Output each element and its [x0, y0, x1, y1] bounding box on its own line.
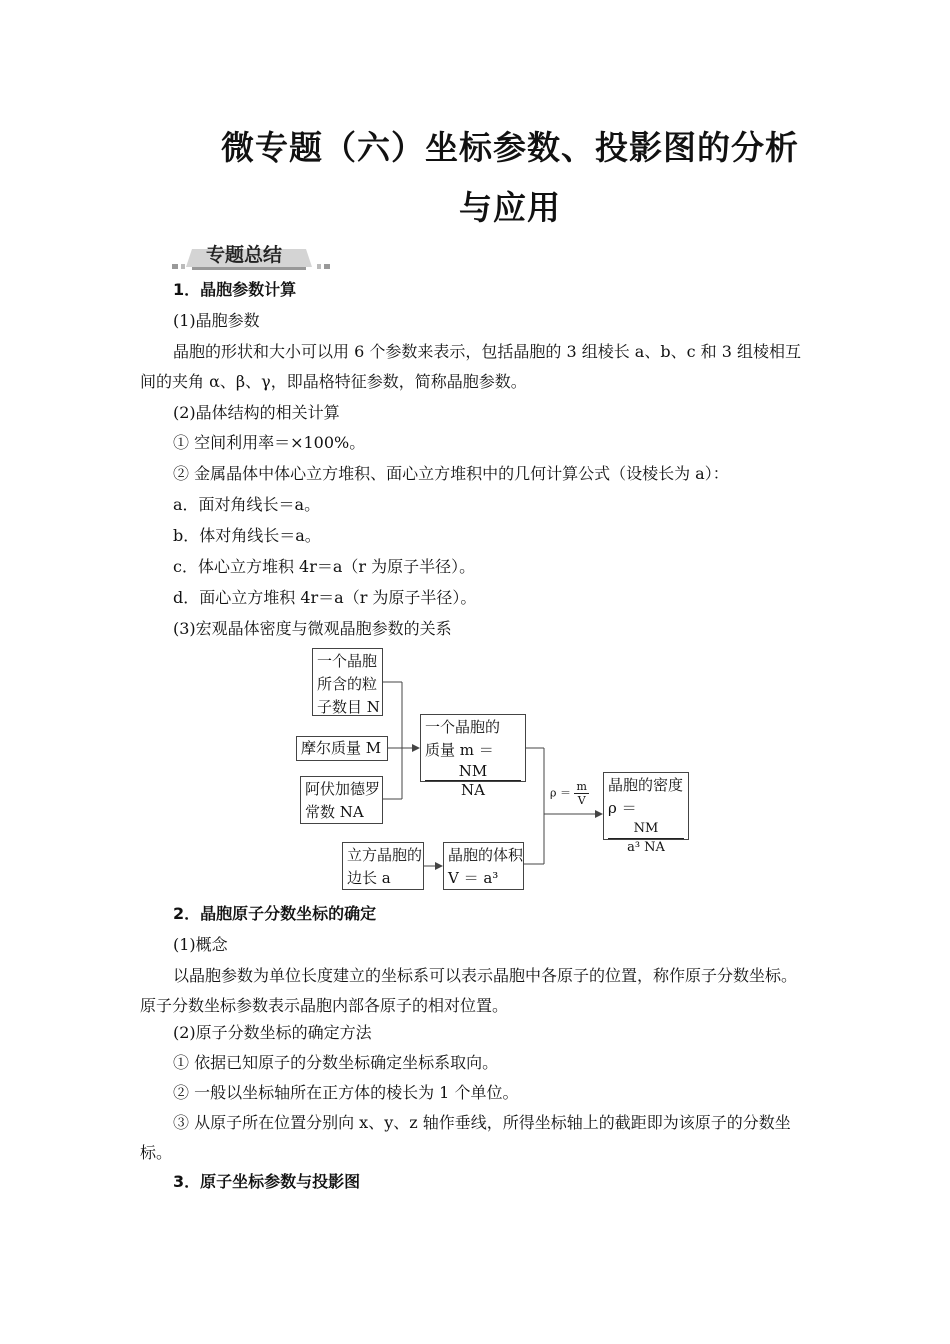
- avogadro-box: [300, 776, 383, 824]
- list-item: a．面对角线长＝a。: [173, 495, 321, 514]
- fraction-numerator: NM: [608, 820, 684, 839]
- heading-2: 2．晶胞原子分数坐标的确定: [173, 904, 377, 923]
- paragraph-line: 晶胞的形状和大小可以用 6 个参数来表示，包括晶胞的 3 组棱长 a、b、c 和 3 组棱相互: [173, 342, 801, 361]
- cell-mass-box: [420, 714, 526, 799]
- list-item: ② 一般以坐标轴所在正方体的棱长为 1 个单位。: [173, 1083, 519, 1102]
- subheading: (1)概念: [173, 935, 228, 954]
- formula-prefix: ρ ＝: [608, 799, 637, 817]
- section-banner: [172, 243, 332, 271]
- list-item: ① 空间利用率＝×100%。: [173, 433, 366, 452]
- box-text: 晶胞的体积: [448, 846, 524, 864]
- fraction-denominator: a³ NA: [627, 840, 665, 855]
- subheading: (1)晶胞参数: [173, 311, 260, 330]
- density-formula: [608, 797, 684, 857]
- fraction-denominator: V: [577, 794, 586, 807]
- paragraph-line: 原子分数坐标参数表示晶胞内部各原子的相对位置。: [140, 996, 509, 1015]
- box-text: V ＝ a³: [448, 869, 499, 887]
- box-text: 摩尔质量 M: [301, 739, 382, 757]
- paragraph-line: 间的夹角 α、β、γ，即晶格特征参数，简称晶胞参数。: [140, 372, 527, 391]
- paragraph-line: 标。: [140, 1143, 173, 1162]
- page-title: 微专题（六）坐标参数、投影图的分析: [221, 128, 799, 167]
- fraction-numerator: NM: [425, 762, 521, 781]
- mass-formula: [425, 739, 521, 799]
- particle-count-box: [312, 648, 383, 716]
- density-box: [603, 772, 689, 855]
- box-text: 子数目 N: [317, 698, 380, 716]
- density-fraction: [574, 780, 588, 807]
- density-arrow-label: [550, 780, 589, 807]
- list-item: ② 金属晶体中体心立方堆积、面心立方堆积中的几何计算公式（设棱长为 a）：: [173, 464, 729, 483]
- fraction-denominator: NA: [461, 781, 485, 799]
- banner-label: 专题总结: [206, 244, 283, 266]
- list-item: d．面心立方堆积 4r＝a（r 为原子半径）。: [173, 588, 477, 607]
- heading-1: 1．晶胞参数计算: [173, 280, 297, 299]
- heading-3: 3．原子坐标参数与投影图: [173, 1172, 361, 1191]
- box-text: 所含的粒: [317, 675, 378, 693]
- box-text: 一个晶胞: [317, 652, 378, 670]
- box-text: 立方晶胞的: [347, 846, 423, 864]
- box-text: 一个晶胞的: [425, 718, 501, 736]
- list-item: ③ 从原子所在位置分别向 x、y、z 轴作垂线，所得坐标轴上的截距即为该原子的分数坐: [173, 1113, 791, 1132]
- density-flowchart: [292, 644, 700, 892]
- molar-mass-box: [296, 736, 388, 761]
- subheading: (2)原子分数坐标的确定方法: [173, 1023, 372, 1042]
- fraction-numerator: m: [576, 780, 587, 793]
- box-text: 晶胞的密度: [608, 776, 684, 794]
- box-text: 边长 a: [347, 869, 391, 887]
- cell-volume-box: [443, 842, 524, 890]
- mass-fraction: [425, 762, 521, 799]
- list-item: b．体对角线长＝a。: [173, 526, 321, 545]
- density-fraction: [608, 820, 684, 857]
- page-title-continued: 与应用: [459, 188, 561, 227]
- subheading: (2)晶体结构的相关计算: [173, 403, 340, 422]
- formula-prefix: ρ ＝: [550, 786, 571, 800]
- edge-length-box: [342, 842, 424, 890]
- list-item: c．体心立方堆积 4r＝a（r 为原子半径）。: [173, 557, 476, 576]
- paragraph-line: 以晶胞参数为单位长度建立的坐标系可以表示晶胞中各原子的位置，称作原子分数坐标。: [173, 966, 798, 985]
- list-item: ① 依据已知原子的分数坐标确定坐标系取向。: [173, 1053, 499, 1072]
- subheading: (3)宏观晶体密度与微观晶胞参数的关系: [173, 619, 452, 638]
- formula-prefix: 质量 m ＝: [425, 741, 494, 759]
- box-text: 阿伏加德罗: [305, 780, 381, 798]
- box-text: 常数 NA: [305, 803, 364, 821]
